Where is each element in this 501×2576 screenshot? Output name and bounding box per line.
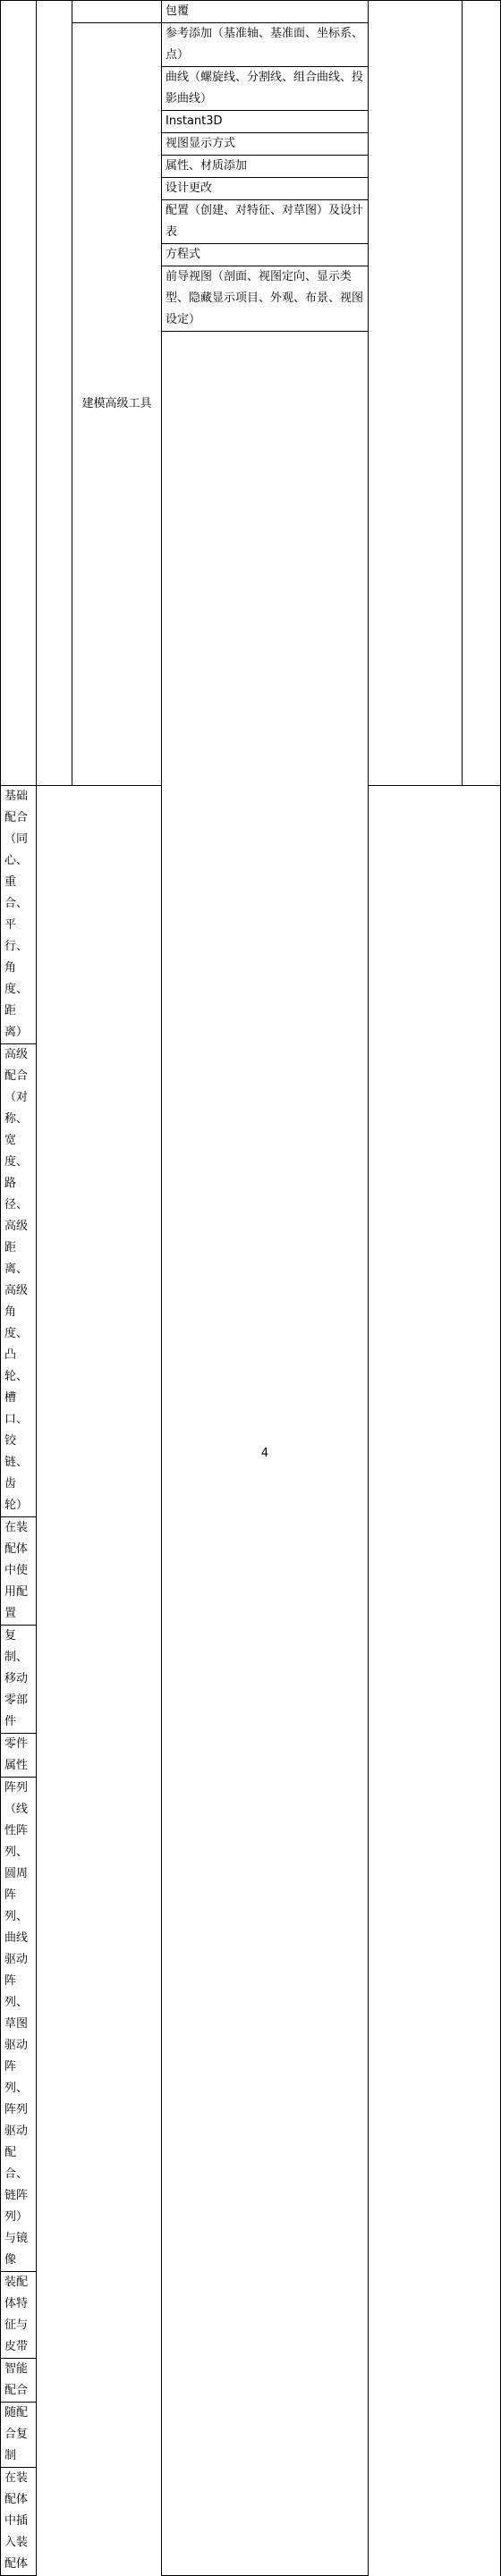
section-number-cell bbox=[1, 1, 37, 786]
content-item: 设计更改 bbox=[162, 178, 369, 200]
content-item: 复制、移动零部件 bbox=[1, 1626, 37, 1734]
content-item: 前导视图（剖面、视图定向、显示类型、隐藏显示项目、外观、布景、视图设定） bbox=[162, 266, 369, 332]
content-item: 包覆 bbox=[162, 1, 369, 23]
content-item: 配置（创建、对特征、对草图）及设计表 bbox=[162, 200, 369, 244]
module-name-cell bbox=[37, 1, 72, 786]
content-item: 视图显示方式 bbox=[162, 133, 369, 156]
content-item: 参考添加（基准轴、基准面、坐标系、点） bbox=[162, 23, 369, 67]
content-item: 高级配合（对称、宽度、路径、高级距离、高级角度、凸轮、槽口、铰链、齿轮） bbox=[1, 1044, 37, 1517]
unit-name-cell: 建模高级工具 bbox=[72, 23, 162, 786]
section-number-cell: 4 bbox=[162, 332, 369, 2576]
content-item: 基础配合（同心、重合、平行、角度、距离） bbox=[1, 786, 37, 1044]
content-item: Instant3D bbox=[162, 111, 369, 133]
unit-name-cell bbox=[72, 1, 162, 23]
content-item: 阵列（线性阵列、圆周阵列、曲线驱动阵列、草图驱动阵列、阵列驱动配合、链阵列）与镜像 bbox=[1, 1778, 37, 2272]
content-item: 随配合复制 bbox=[1, 2403, 37, 2468]
content-item: 在装配体中使用配置 bbox=[1, 1517, 37, 1626]
content-item: 在装配体中插入装配体 bbox=[1, 2468, 37, 2576]
content-item: 零件属性 bbox=[1, 1734, 37, 1778]
content-item: 属性、材质添加 bbox=[162, 156, 369, 178]
content-item: 智能配合 bbox=[1, 2359, 37, 2403]
content-item: 曲线（螺旋线、分割线、组合曲线、投影曲线） bbox=[162, 67, 369, 111]
goal-cell bbox=[369, 1, 463, 786]
days-cell bbox=[463, 1, 501, 786]
content-item: 方程式 bbox=[162, 244, 369, 266]
table-row bbox=[1, 1, 501, 23]
content-item: 装配体特征与皮带 bbox=[1, 2272, 37, 2359]
